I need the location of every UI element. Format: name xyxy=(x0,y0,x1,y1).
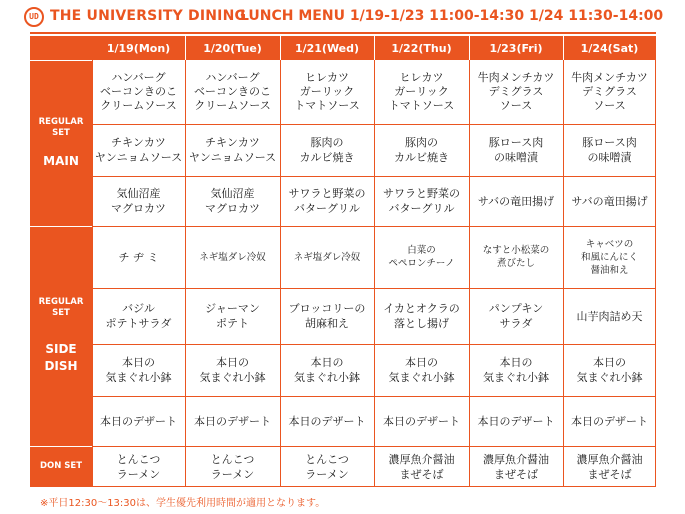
header-corner xyxy=(30,36,92,60)
menu-cell: サワラと野菜の バターグリル xyxy=(383,187,460,215)
menu-cell: 本日のデザート xyxy=(288,414,366,428)
menu-cell: 濃厚魚介醤油 まぜそば xyxy=(483,452,549,481)
menu-cell: 本日のデザート xyxy=(571,414,648,428)
brand-name: THE UNIVERSITY DINING xyxy=(50,8,247,24)
menu-cell: 豚肉の カルビ焼き xyxy=(299,136,355,164)
menu-title: LUNCH MENU 1/19-1/23 11:00-14:30 1/24 11:30-14:00 xyxy=(240,8,664,24)
menu-table xyxy=(30,36,656,487)
menu-cell: サバの竜田揚げ xyxy=(571,194,648,208)
menu-cell: キャベツの 和風にんにく 醤油和え xyxy=(580,238,638,276)
menu-cell: 本日の 気まぐれ小鉢 xyxy=(576,356,643,384)
menu-cell: 豚ロース肉 の味噌漬 xyxy=(582,136,637,164)
menu-cell: 本日のデザート xyxy=(477,414,555,428)
menu-cell: 山芋肉詰め天 xyxy=(576,309,643,323)
menu-cell: 白菜の ペペロンチーノ xyxy=(388,245,455,269)
menu-cell: 豚肉の カルビ焼き xyxy=(394,136,449,164)
menu-cell: 濃厚魚介醤油 まぜそば xyxy=(576,452,643,481)
menu-cell: ハンバーグ ベーコンきのこ クリームソース xyxy=(100,71,177,112)
section-label-text: SET xyxy=(52,308,70,318)
column-divider xyxy=(92,36,93,487)
menu-cell: 本日の 気まぐれ小鉢 xyxy=(105,356,172,384)
menu-cell: 本日のデザート xyxy=(383,414,460,428)
page-header xyxy=(0,0,685,38)
menu-cell: 気仙沼産 マグロカツ xyxy=(111,187,166,215)
section-label-text: REGULAR xyxy=(38,297,84,307)
menu-cell: チキンカツ ヤンニョムソース xyxy=(188,136,277,164)
menu-cell: ヒレカツ ガーリック トマトソース xyxy=(388,71,455,112)
menu-cell: とんこつ ラーメン xyxy=(116,452,161,481)
menu-cell: 本日の 気まぐれ小鉢 xyxy=(294,356,360,384)
day-header: 1/21(Wed) xyxy=(280,36,374,60)
column-divider xyxy=(469,36,470,487)
menu-cell: ブロッコリーの 胡麻和え xyxy=(288,302,366,330)
column-divider xyxy=(374,36,375,487)
column-divider xyxy=(185,36,186,487)
menu-cell: とんこつ ラーメン xyxy=(305,452,349,481)
footnote: ※平日12:30～13:30は、学生優先利用時間が適用となります。 xyxy=(40,498,326,509)
header-divider xyxy=(30,60,92,61)
section-label-text: SET xyxy=(52,127,70,138)
menu-cell: ネギ塩ダレ冷奴 xyxy=(293,251,361,263)
day-header: 1/22(Thu) xyxy=(374,36,469,60)
header-divider xyxy=(280,36,281,60)
section-label-text: SIDE xyxy=(45,342,77,356)
menu-cell: 本日の 気まぐれ小鉢 xyxy=(199,356,266,384)
day-header: 1/20(Tue) xyxy=(185,36,280,60)
menu-cell: イカとオクラの 落とし揚げ xyxy=(383,302,460,330)
menu-cell: なすと小松菜の 煮びたし xyxy=(482,245,550,269)
header-divider xyxy=(374,36,375,60)
column-divider xyxy=(280,36,281,487)
menu-cell: チ ヂ ミ xyxy=(118,250,159,264)
table-border-right xyxy=(655,36,656,487)
section-label-side-dish xyxy=(30,226,92,446)
menu-cell: 豚ロース肉 の味噌漬 xyxy=(488,136,544,164)
section-label-text: MAIN xyxy=(43,153,79,168)
menu-cell: 本日のデザート xyxy=(194,414,271,428)
menu-cell: ハンバーグ ベーコンきのこ クリームソース xyxy=(194,71,271,112)
menu-cell: ネギ塩ダレ冷奴 xyxy=(199,251,266,263)
header-divider xyxy=(185,36,186,60)
menu-cell: 気仙沼産 マグロカツ xyxy=(205,187,260,215)
menu-cell: サワラと野菜の バターグリル xyxy=(288,187,366,215)
header-divider xyxy=(469,36,470,60)
menu-cell: とんこつ ラーメン xyxy=(210,452,255,481)
day-header: 1/19(Mon) xyxy=(92,36,185,60)
menu-cell: ヒレカツ ガーリック トマトソース xyxy=(294,71,360,112)
menu-cell: チキンカツ ヤンニョムソース xyxy=(94,136,183,164)
header-rule xyxy=(30,32,656,34)
menu-cell: バジル ポテトサラダ xyxy=(105,302,172,330)
section-label-don-set xyxy=(30,446,92,487)
menu-cell: パンプキン サラダ xyxy=(488,302,544,330)
day-header: 1/24(Sat) xyxy=(563,36,656,60)
section-label-text: DON SET xyxy=(39,461,83,471)
menu-cell: 本日の 気まぐれ小鉢 xyxy=(483,356,549,384)
menu-cell: 牛肉メンチカツ デミグラス ソース xyxy=(571,71,648,112)
day-header: 1/23(Fri) xyxy=(469,36,563,60)
column-divider xyxy=(563,36,564,487)
menu-cell: 本日のデザート xyxy=(100,414,177,428)
table-border-left xyxy=(30,36,31,487)
section-label-main xyxy=(30,60,92,226)
header-divider xyxy=(563,36,564,60)
section-label-text: REGULAR xyxy=(38,116,84,127)
menu-cell: サバの竜田揚げ xyxy=(477,194,555,208)
menu-cell: 濃厚魚介醤油 まぜそば xyxy=(388,452,455,481)
menu-cell: ジャーマン ポテト xyxy=(205,302,260,330)
menu-cell: 牛肉メンチカツ デミグラス ソース xyxy=(477,71,555,112)
menu-cell: 本日の 気まぐれ小鉢 xyxy=(388,356,455,384)
ud-logo-icon: UD xyxy=(24,7,44,27)
section-label-text: DISH xyxy=(44,359,78,373)
